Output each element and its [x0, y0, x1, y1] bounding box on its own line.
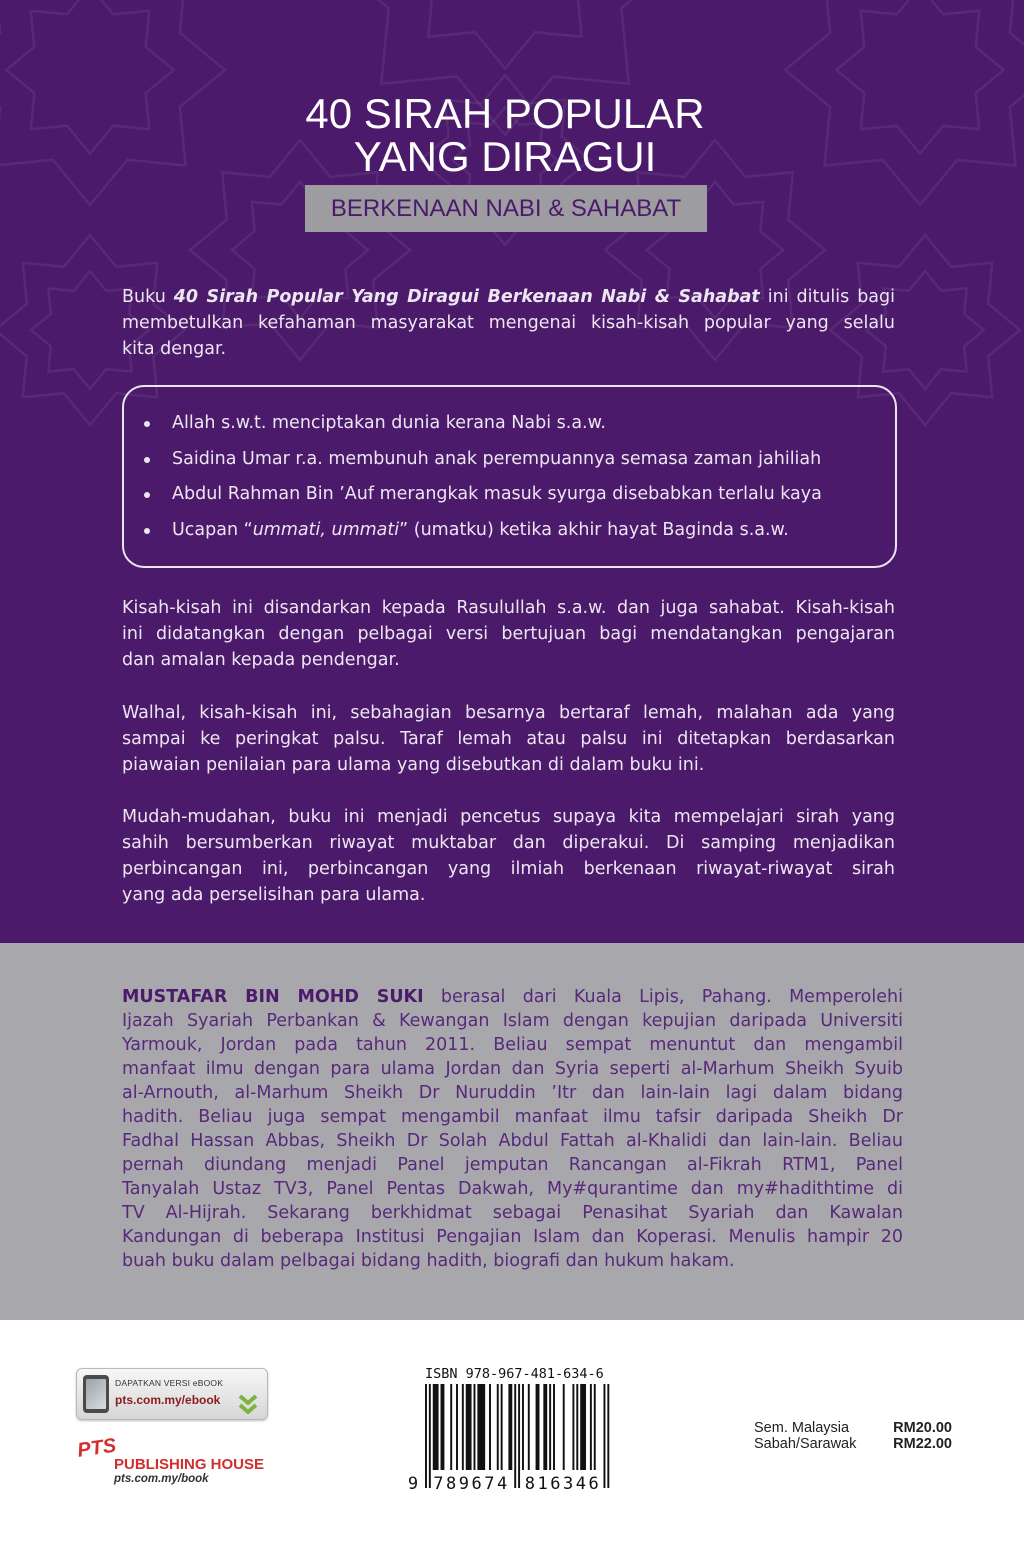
barcode-right-digits: 816346	[524, 1474, 602, 1494]
paragraph-line: dan amalan kepada pendengar.	[122, 650, 400, 670]
barcode-bar	[425, 1384, 427, 1488]
paragraph-line: piawaian penilaian para ulama yang disebutkan di dalam buku ini.	[122, 755, 705, 775]
price-row	[754, 1420, 952, 1436]
barcode-bar	[456, 1384, 458, 1470]
body-paragraph	[122, 700, 895, 778]
barcode-bar	[607, 1384, 609, 1488]
barcode-bar	[508, 1384, 512, 1470]
myth-text: Allah s.w.t. menciptakan dunia kerana Nabi s.a.w.	[172, 413, 606, 433]
intro-book-title: 40 Sirah Popular Yang Diragui Berkenaan Nabi & Sahabat	[173, 287, 760, 307]
barcode-first-digit: 9	[407, 1474, 419, 1494]
barcode-bar	[563, 1384, 565, 1470]
price-value: RM20.00	[893, 1420, 952, 1436]
subtitle-banner	[305, 185, 707, 232]
barcode-bar	[466, 1384, 472, 1470]
myth-item	[124, 477, 895, 513]
barcode-bar	[580, 1384, 586, 1470]
barcode-bar	[433, 1384, 439, 1470]
publisher-url: pts.com.my/book	[114, 1473, 209, 1485]
bullet-marker	[144, 492, 150, 498]
price-row	[754, 1436, 952, 1452]
barcode-bar	[497, 1384, 499, 1470]
price-region: Sabah/Sarawak	[754, 1436, 857, 1452]
subtitle-text: BERKENAAN NABI & SAHABAT	[330, 194, 682, 222]
body-paragraph	[122, 595, 895, 673]
barcode-bar	[522, 1384, 524, 1470]
paragraph-line: Kisah-kisah ini disandarkan kepada Rasulullah s.a.w. dan juga sahabat. Kisah-kisah	[122, 598, 895, 618]
isbn-barcode	[404, 1362, 616, 1496]
barcode-bar	[474, 1384, 476, 1470]
ebook-badge-url: pts.com.my/ebook	[115, 1393, 221, 1407]
barcode-bar	[543, 1384, 547, 1470]
barcode-bar	[528, 1384, 530, 1470]
barcode-bar	[462, 1384, 464, 1470]
paragraph-line: yang ada perselisihan para ulama.	[122, 885, 426, 905]
myth-item	[124, 442, 895, 478]
author-name: MUSTAFAR BIN MOHD SUKI	[122, 987, 424, 1007]
bio-line: TV Al-Hijrah. Sekarang berkhidmat sebagai Penasihat Syariah dan Kawalan	[122, 1203, 903, 1223]
pattern-star	[397, 0, 614, 69]
barcode-bar	[590, 1384, 592, 1470]
barcode-bar	[514, 1384, 516, 1488]
bio-line: hadith. Beliau juga sempat mengambil manfaat ilmu tafsir daripada Sheikh Dr	[122, 1107, 903, 1127]
price-list	[754, 1420, 952, 1452]
download-chevron-icon	[237, 1393, 259, 1417]
isbn-label: ISBN 978-967-481-634-6	[425, 1366, 604, 1382]
intro-prefix: Buku	[122, 287, 174, 307]
bio-line: pernah diundang menjadi Panel jemputan Rancangan al-Fikrah RTM1, Panel	[122, 1155, 903, 1175]
author-bio	[122, 985, 903, 1273]
paragraph-line: Walhal, kisah-kisah ini, sebahagian besarnya bertaraf lemah, malahan ada yang	[122, 703, 895, 723]
barcode-bar	[489, 1384, 491, 1470]
myth-item	[124, 406, 895, 442]
body-paragraph	[122, 804, 895, 908]
barcode-bar	[501, 1384, 503, 1470]
barcode-bar	[594, 1384, 596, 1470]
chevron-shape	[240, 1396, 256, 1403]
myths-box	[122, 385, 897, 568]
bio-line: al-Arnouth, al-Marhum Sheikh Dr Nuruddin ’Itr dan lain-lain lagi dalam bidang	[122, 1083, 903, 1103]
pts-logo: PTS	[76, 1434, 118, 1462]
myth-text-quote: ummati, ummati	[252, 520, 400, 541]
myth-text-suffix: ” (umatku) ketika akhir hayat Baginda s.a.w.	[399, 520, 789, 541]
tablet-icon	[83, 1375, 109, 1413]
barcode-bar	[536, 1384, 540, 1470]
intro-line	[122, 284, 895, 310]
paragraph-line: sampai ke peringkat palsu. Taraf lemah atau palsu ini ditetapkan berdasarkan	[122, 729, 895, 749]
bio-line: Tanyalah Ustaz TV3, Panel Pentas Dakwah, My#qurantime dan my#hadithtime di	[122, 1179, 903, 1199]
bullet-marker	[144, 528, 150, 534]
intro-line: membetulkan kefahaman masyarakat mengenai kisah-kisah popular yang selalu	[122, 313, 895, 333]
price-value: RM22.00	[893, 1436, 952, 1452]
myth-text: Abdul Rahman Bin ’Auf merangkak masuk syurga disebabkan terlalu kaya	[172, 484, 822, 505]
ebook-badge	[76, 1368, 268, 1420]
myth-text: Saidina Umar r.a. membunuh anak perempuannya semasa zaman jahiliah	[172, 448, 822, 469]
barcode-bar	[572, 1384, 574, 1470]
bio-line: buah buku dalam pelbagai bidang hadith, biografi dan hukum hakam.	[122, 1251, 735, 1271]
intro-suffix: ini ditulis bagi	[759, 287, 896, 307]
publisher-name: PUBLISHING HOUSE	[114, 1456, 265, 1473]
bio-line: Yarmouk, Jordan pada tahun 2011. Beliau sempat menuntut dan mengambil	[122, 1035, 903, 1055]
tablet-screen	[86, 1379, 106, 1409]
barcode-bar	[576, 1384, 578, 1470]
barcode-bar	[553, 1384, 555, 1470]
intro-paragraph	[122, 284, 895, 362]
barcode-bar	[603, 1384, 605, 1488]
bio-line: manfaat ilmu dengan para ulama Jordan dan Syria seperti al-Marhum Sheikh Syuib	[122, 1059, 903, 1079]
barcode-bar	[518, 1384, 520, 1488]
barcode-bar	[477, 1384, 485, 1470]
ebook-badge-label: DAPATKAN VERSI eBOOK	[115, 1378, 224, 1388]
barcode-bar	[549, 1384, 551, 1470]
bullet-marker	[144, 457, 150, 463]
title-line: YANG DIRAGUI	[353, 133, 657, 180]
title-line: 40 SIRAH POPULAR	[305, 90, 705, 137]
paragraph-line: perbincangan ini, perbincangan yang ilmiah berkenaan riwayat-riwayat sirah	[122, 859, 895, 879]
paragraph-line: Mudah-mudahan, buku ini menjadi pencetus supaya kita mempelajari sirah yang	[122, 807, 895, 827]
bio-line: Kandungan di beberapa Institusi Pengajian Islam dan Koperasi. Menulis hampir 20	[122, 1227, 903, 1247]
barcode-bar	[450, 1384, 452, 1470]
chevron-shape	[240, 1405, 256, 1412]
bullet-marker	[144, 421, 150, 427]
price-region: Sem. Malaysia	[754, 1420, 850, 1436]
bio-line: Fadhal Hassan Abbas, Sheikh Dr Solah Abdul Fattah al-Khalidi dan lain-lain. Beliau	[122, 1131, 903, 1151]
barcode-bar	[441, 1384, 445, 1470]
barcode-left-digits: 789674	[433, 1474, 510, 1494]
bio-line	[122, 985, 903, 1009]
bio-first-line: berasal dari Kuala Lipis, Pahang. Memperolehi	[423, 987, 903, 1007]
intro-line: kita dengar.	[122, 339, 227, 359]
bio-line: Ijazah Syariah Perbankan & Kewangan Islam dengan kepujian daripada Universiti	[122, 1011, 903, 1031]
barcode-bar	[429, 1384, 431, 1488]
myth-item	[124, 513, 895, 549]
paragraph-line: ini didatangkan dengan pelbagai versi bertujuan bagi mendatangkan pengajaran	[122, 624, 895, 644]
paragraph-line: sahih bersumberkan riwayat muktabar dan diperakui. Di samping menjadikan	[122, 833, 895, 853]
myth-text-prefix: Ucapan “	[172, 520, 253, 541]
book-title	[0, 92, 1010, 178]
